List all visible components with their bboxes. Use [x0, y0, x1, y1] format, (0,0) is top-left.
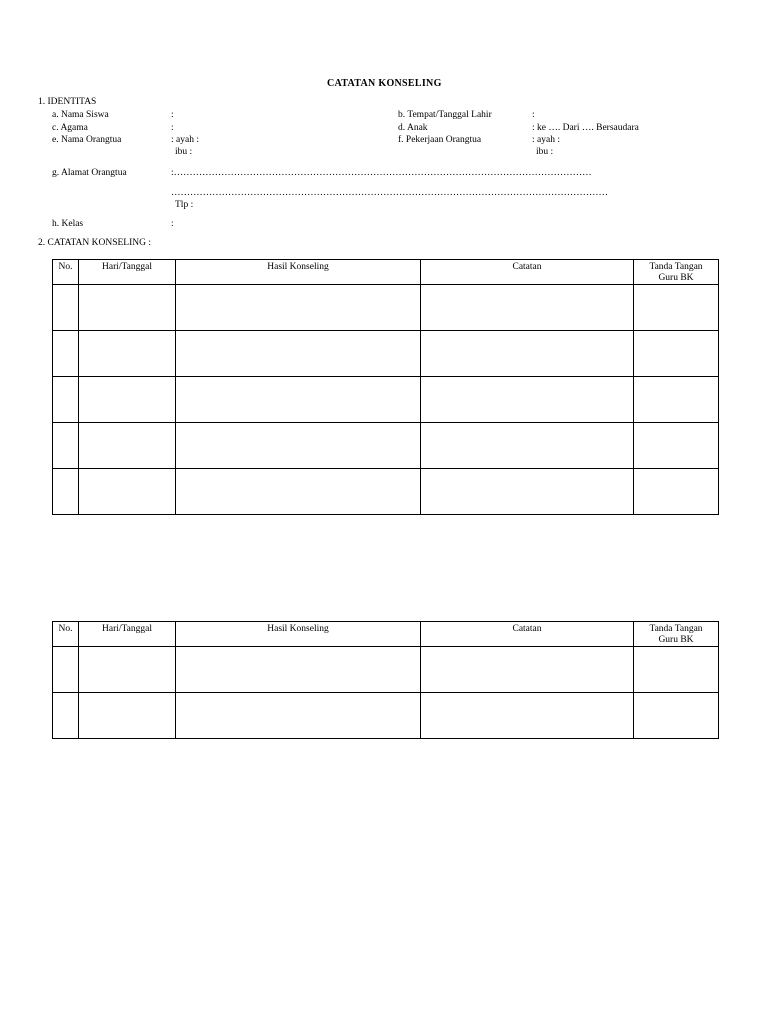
cell-catatan[interactable] — [421, 377, 634, 423]
cell-hari-tanggal[interactable] — [79, 469, 176, 515]
label-agama: c. Agama — [52, 123, 88, 133]
table-header-row — [53, 260, 719, 285]
alamat-line-1: :…………………………………………………………………………………………………………………… — [171, 168, 592, 178]
header-tanda-tangan-line2: Guru BK — [658, 635, 694, 645]
cell-hari-tanggal[interactable] — [79, 693, 176, 739]
cell-hasil-konseling[interactable] — [176, 377, 421, 423]
table-header-row — [53, 622, 719, 647]
table-row — [53, 693, 719, 739]
cell-tanda-tangan[interactable] — [634, 377, 719, 423]
cell-no[interactable] — [53, 693, 79, 739]
cell-no[interactable] — [53, 469, 79, 515]
cell-hari-tanggal[interactable] — [79, 377, 176, 423]
cell-tanda-tangan[interactable] — [634, 423, 719, 469]
value-nama-ibu: ibu : — [175, 147, 193, 157]
value-telepon: Tlp : — [175, 200, 194, 210]
value-pekerjaan-ayah: : ayah : — [532, 135, 560, 145]
cell-hasil-konseling[interactable] — [176, 331, 421, 377]
cell-hasil-konseling[interactable] — [176, 285, 421, 331]
colon-agama: : — [171, 123, 174, 133]
doc-title: CATATAN KONSELING — [327, 78, 442, 89]
cell-no[interactable] — [53, 331, 79, 377]
cell-tanda-tangan[interactable] — [634, 647, 719, 693]
cell-catatan[interactable] — [421, 647, 634, 693]
cell-tanda-tangan[interactable] — [634, 693, 719, 739]
cell-tanda-tangan[interactable] — [634, 469, 719, 515]
header-no: No. — [53, 260, 79, 285]
cell-hasil-konseling[interactable] — [176, 423, 421, 469]
section-catatan-heading: 2. CATATAN KONSELING : — [38, 238, 152, 248]
value-nama-ayah: : ayah : — [171, 135, 199, 145]
header-tanda-tangan — [634, 260, 719, 285]
colon-tempat-tanggal-lahir: : — [532, 110, 535, 120]
header-hasil-konseling: Hasil Konseling — [176, 622, 421, 647]
table-row — [53, 423, 719, 469]
label-pekerjaan-orangtua: f. Pekerjaan Orangtua — [398, 135, 482, 145]
cell-catatan[interactable] — [421, 285, 634, 331]
table-row — [53, 377, 719, 423]
cell-hasil-konseling[interactable] — [176, 469, 421, 515]
cell-hari-tanggal[interactable] — [79, 331, 176, 377]
header-hasil-konseling: Hasil Konseling — [176, 260, 421, 285]
label-nama-orangtua: e. Nama Orangtua — [52, 135, 122, 145]
cell-no[interactable] — [53, 377, 79, 423]
cell-catatan[interactable] — [421, 331, 634, 377]
cell-catatan[interactable] — [421, 693, 634, 739]
cell-hari-tanggal[interactable] — [79, 285, 176, 331]
header-tanda-tangan — [634, 622, 719, 647]
cell-tanda-tangan[interactable] — [634, 331, 719, 377]
section-identitas-heading: 1. IDENTITAS — [38, 97, 97, 107]
colon-kelas: : — [171, 219, 174, 229]
header-hari-tanggal: Hari/Tanggal — [79, 260, 176, 285]
alamat-line-2: ………………………………………………………………………………………………………………………… — [171, 188, 608, 198]
label-anak: d. Anak — [398, 123, 428, 133]
label-tempat-tanggal-lahir: b. Tempat/Tanggal Lahir — [398, 110, 492, 120]
cell-no[interactable] — [53, 647, 79, 693]
header-tanda-tangan-line1: Tanda Tangan — [649, 262, 703, 272]
table-row — [53, 469, 719, 515]
table-row — [53, 285, 719, 331]
table-row — [53, 331, 719, 377]
header-hari-tanggal: Hari/Tanggal — [79, 622, 176, 647]
header-no: No. — [53, 622, 79, 647]
value-pekerjaan-ibu: ibu : — [536, 147, 554, 157]
cell-no[interactable] — [53, 423, 79, 469]
cell-catatan[interactable] — [421, 469, 634, 515]
cell-hasil-konseling[interactable] — [176, 693, 421, 739]
cell-hari-tanggal[interactable] — [79, 423, 176, 469]
cell-hasil-konseling[interactable] — [176, 647, 421, 693]
colon-nama-siswa: : — [171, 110, 174, 120]
counseling-table-2 — [52, 621, 719, 739]
header-tanda-tangan-line2: Guru BK — [658, 273, 694, 283]
value-anak: : ke …. Dari …. Bersaudara — [532, 123, 639, 133]
label-kelas: h. Kelas — [52, 219, 84, 229]
header-catatan: Catatan — [421, 260, 634, 285]
cell-catatan[interactable] — [421, 423, 634, 469]
cell-no[interactable] — [53, 285, 79, 331]
header-catatan: Catatan — [421, 622, 634, 647]
table-row — [53, 647, 719, 693]
label-alamat-orangtua: g. Alamat Orangtua — [52, 168, 127, 178]
header-tanda-tangan-line1: Tanda Tangan — [649, 624, 703, 634]
cell-tanda-tangan[interactable] — [634, 285, 719, 331]
cell-hari-tanggal[interactable] — [79, 647, 176, 693]
label-nama-siswa: a. Nama Siswa — [52, 110, 109, 120]
counseling-table-1 — [52, 259, 719, 515]
